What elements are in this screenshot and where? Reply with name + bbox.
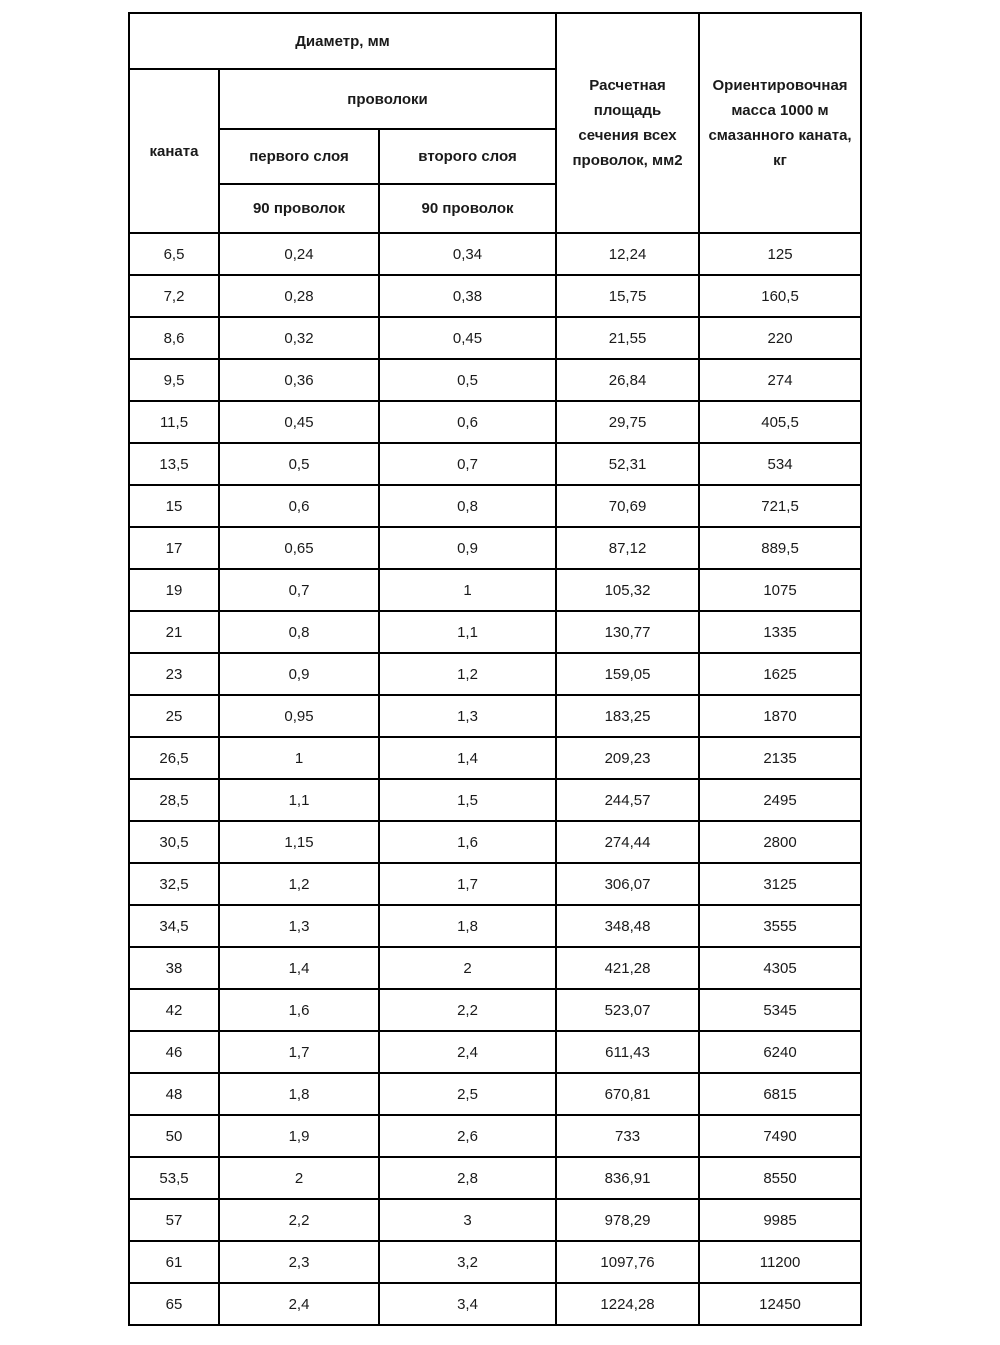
cell: 0,7 (379, 443, 556, 485)
table-row (129, 863, 861, 905)
cell: 8550 (699, 1157, 861, 1199)
cell: 2800 (699, 821, 861, 863)
table-row (129, 821, 861, 863)
table-row (129, 569, 861, 611)
cell: 159,05 (556, 653, 699, 695)
cell: 17 (129, 527, 219, 569)
cell: 19 (129, 569, 219, 611)
table-row (129, 359, 861, 401)
header-wires-group: проволоки (219, 69, 556, 129)
cell: 1,8 (379, 905, 556, 947)
cell: 1335 (699, 611, 861, 653)
cell: 1 (379, 569, 556, 611)
cell: 48 (129, 1073, 219, 1115)
cell: 2,3 (219, 1241, 379, 1283)
cell: 1,4 (379, 737, 556, 779)
cell: 5345 (699, 989, 861, 1031)
cell: 0,32 (219, 317, 379, 359)
cell: 274 (699, 359, 861, 401)
cell: 65 (129, 1283, 219, 1325)
cell: 523,07 (556, 989, 699, 1031)
cell: 0,95 (219, 695, 379, 737)
cell: 1224,28 (556, 1283, 699, 1325)
cell: 53,5 (129, 1157, 219, 1199)
cell: 8,6 (129, 317, 219, 359)
cell: 1,5 (379, 779, 556, 821)
header-mass-column: Ориентировочная масса 1000 м смазанного каната, кг (699, 13, 861, 233)
cell: 1097,76 (556, 1241, 699, 1283)
cell: 1870 (699, 695, 861, 737)
cell: 1,4 (219, 947, 379, 989)
cell: 220 (699, 317, 861, 359)
cell: 1,6 (379, 821, 556, 863)
cell: 3 (379, 1199, 556, 1241)
cell: 0,65 (219, 527, 379, 569)
table-row (129, 401, 861, 443)
cell: 2,4 (219, 1283, 379, 1325)
table-row (129, 1073, 861, 1115)
cell: 3,4 (379, 1283, 556, 1325)
cell: 13,5 (129, 443, 219, 485)
cell: 670,81 (556, 1073, 699, 1115)
table-row (129, 737, 861, 779)
cell: 2,2 (379, 989, 556, 1031)
cell: 3125 (699, 863, 861, 905)
cell: 0,6 (219, 485, 379, 527)
cell: 1,1 (379, 611, 556, 653)
cell: 160,5 (699, 275, 861, 317)
cell: 0,45 (379, 317, 556, 359)
cell: 2495 (699, 779, 861, 821)
cell: 38 (129, 947, 219, 989)
cell: 2 (379, 947, 556, 989)
cell: 70,69 (556, 485, 699, 527)
cell: 183,25 (556, 695, 699, 737)
header-area-column: Расчетная площадь сечения всех проволок, мм2 (556, 13, 699, 233)
cell: 3,2 (379, 1241, 556, 1283)
cell: 11200 (699, 1241, 861, 1283)
cell: 611,43 (556, 1031, 699, 1073)
cell: 2,5 (379, 1073, 556, 1115)
cell: 0,9 (219, 653, 379, 695)
cell: 209,23 (556, 737, 699, 779)
table-row (129, 905, 861, 947)
cell: 978,29 (556, 1199, 699, 1241)
cell: 1,8 (219, 1073, 379, 1115)
cell: 2135 (699, 737, 861, 779)
cell: 2 (219, 1157, 379, 1199)
cell: 1,7 (219, 1031, 379, 1073)
cell: 7490 (699, 1115, 861, 1157)
table-row (129, 611, 861, 653)
cell: 2,8 (379, 1157, 556, 1199)
header-row-1 (129, 13, 861, 69)
cell: 23 (129, 653, 219, 695)
cell: 0,24 (219, 233, 379, 275)
header-second-layer: второго слоя (379, 129, 556, 184)
cell: 21,55 (556, 317, 699, 359)
cell: 12450 (699, 1283, 861, 1325)
cell: 0,36 (219, 359, 379, 401)
cell: 1,7 (379, 863, 556, 905)
cell: 32,5 (129, 863, 219, 905)
cell: 52,31 (556, 443, 699, 485)
cell: 6,5 (129, 233, 219, 275)
cell: 28,5 (129, 779, 219, 821)
cell: 1,2 (219, 863, 379, 905)
cell: 9,5 (129, 359, 219, 401)
table-row (129, 695, 861, 737)
cell: 6240 (699, 1031, 861, 1073)
cell: 348,48 (556, 905, 699, 947)
cell: 0,9 (379, 527, 556, 569)
cell: 405,5 (699, 401, 861, 443)
table-header (129, 13, 861, 233)
header-rope: каната (129, 69, 219, 233)
cell: 0,8 (379, 485, 556, 527)
table-body (129, 233, 861, 1325)
cell: 0,34 (379, 233, 556, 275)
cell: 105,32 (556, 569, 699, 611)
cell: 50 (129, 1115, 219, 1157)
cell: 26,84 (556, 359, 699, 401)
table-row (129, 233, 861, 275)
cell: 87,12 (556, 527, 699, 569)
cell: 2,2 (219, 1199, 379, 1241)
header-second-layer-count: 90 проволок (379, 184, 556, 233)
header-diameter-group: Диаметр, мм (129, 13, 556, 69)
cell: 0,5 (219, 443, 379, 485)
cell: 25 (129, 695, 219, 737)
cell: 421,28 (556, 947, 699, 989)
cell: 1,15 (219, 821, 379, 863)
table-row (129, 443, 861, 485)
cell: 46 (129, 1031, 219, 1073)
cell: 7,2 (129, 275, 219, 317)
cell: 29,75 (556, 401, 699, 443)
header-first-layer-count: 90 проволок (219, 184, 379, 233)
cell: 274,44 (556, 821, 699, 863)
cell: 1,9 (219, 1115, 379, 1157)
table-row (129, 1283, 861, 1325)
cell: 1,6 (219, 989, 379, 1031)
cell: 11,5 (129, 401, 219, 443)
cell: 12,24 (556, 233, 699, 275)
cell: 130,77 (556, 611, 699, 653)
cell: 889,5 (699, 527, 861, 569)
cell: 0,8 (219, 611, 379, 653)
cell: 26,5 (129, 737, 219, 779)
cell: 1 (219, 737, 379, 779)
cell: 0,7 (219, 569, 379, 611)
table-row (129, 779, 861, 821)
cell: 244,57 (556, 779, 699, 821)
cell: 57 (129, 1199, 219, 1241)
cell: 1,2 (379, 653, 556, 695)
cell: 9985 (699, 1199, 861, 1241)
table-row (129, 1241, 861, 1283)
table-row (129, 1157, 861, 1199)
cell: 721,5 (699, 485, 861, 527)
cell: 0,6 (379, 401, 556, 443)
cell: 42 (129, 989, 219, 1031)
table-row (129, 317, 861, 359)
cell: 1,3 (379, 695, 556, 737)
table-row (129, 947, 861, 989)
cell: 0,28 (219, 275, 379, 317)
table-row (129, 1199, 861, 1241)
cell: 15 (129, 485, 219, 527)
table-row (129, 1115, 861, 1157)
rope-spec-table (128, 12, 862, 1326)
cell: 1075 (699, 569, 861, 611)
table-row (129, 527, 861, 569)
cell: 534 (699, 443, 861, 485)
cell: 21 (129, 611, 219, 653)
cell: 836,91 (556, 1157, 699, 1199)
table-row (129, 275, 861, 317)
cell: 0,5 (379, 359, 556, 401)
cell: 3555 (699, 905, 861, 947)
table-row (129, 653, 861, 695)
cell: 1625 (699, 653, 861, 695)
cell: 1,3 (219, 905, 379, 947)
cell: 30,5 (129, 821, 219, 863)
cell: 0,38 (379, 275, 556, 317)
cell: 306,07 (556, 863, 699, 905)
header-first-layer: первого слоя (219, 129, 379, 184)
cell: 15,75 (556, 275, 699, 317)
cell: 6815 (699, 1073, 861, 1115)
cell: 1,1 (219, 779, 379, 821)
cell: 61 (129, 1241, 219, 1283)
cell: 4305 (699, 947, 861, 989)
table-row (129, 989, 861, 1031)
table-row (129, 1031, 861, 1073)
cell: 0,45 (219, 401, 379, 443)
cell: 733 (556, 1115, 699, 1157)
cell: 2,6 (379, 1115, 556, 1157)
cell: 125 (699, 233, 861, 275)
table-row (129, 485, 861, 527)
cell: 34,5 (129, 905, 219, 947)
cell: 2,4 (379, 1031, 556, 1073)
